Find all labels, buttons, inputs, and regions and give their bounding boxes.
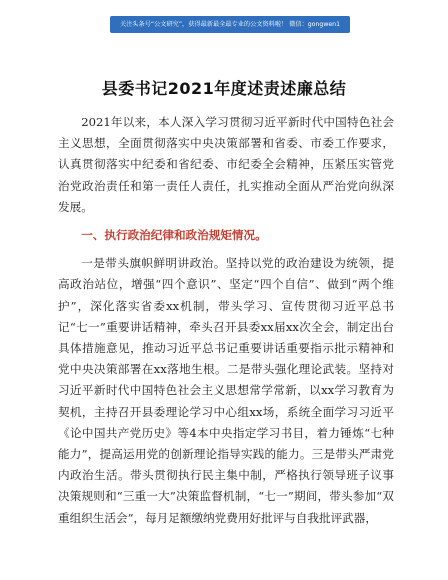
document-body bbox=[58, 112, 394, 529]
promo-banner-text: 关注头条号“公文研究”，获得最新最全最专业的公文资料啦！ 微信：gongwen1 bbox=[119, 21, 341, 28]
section-heading: 一、执行政治纪律和政治规矩情况。 bbox=[81, 228, 267, 243]
section-paragraph: 一是带头旗帜鲜明讲政治。坚持以党的政治建设为统领，提高政治站位，增强“四个意识”、坚定“四个自信”、做到“两个维护”，深化落实省委xx机制，带头学习、宣传贯彻习近平总书记“七一”重要讲话精神，牵头召开县委xx届xx次全会，制定出台具体措施意见，推动习近平总书记重要讲话重要指示批示精神和党中央决策部署在xx落地生根。二是带头强化理论武装。坚持对习近平新时代中国特色社会主义思想常学常新，以xx学习教育为契机，主持召开县委理论学习中心组xx场，系统全面学习习近平《论中国共产党历史》等4本中央指定学习书目，着力锤炼“七种能力”，提高运用党的创新理论指导实践的能力。三是带头严肃党内政治生活。带头贯彻执行民主集中制，严格执行领导班子议事决策规则和“三重一大”决策监督机制，“七一”期间，带头参加“双重组织生活会”，每月足额缴纳党费用好批评与自我批评武器， bbox=[58, 256, 394, 525]
document-title: 县委书记2021年度述责述廉总结 bbox=[101, 79, 347, 98]
promo-banner[interactable] bbox=[110, 16, 350, 33]
intro-paragraph: 2021年以来，本人深入学习贯彻习近平新时代中国特色社会主义思想，全面贯彻落实中央决策部署和省委、市委工作要求，认真贯彻落实中纪委和省纪委、市纪委全会精神，压紧压实管党治党政治责任和第一责任人责任，扎实推动全面从严治党向纵深发展。 bbox=[58, 115, 394, 214]
